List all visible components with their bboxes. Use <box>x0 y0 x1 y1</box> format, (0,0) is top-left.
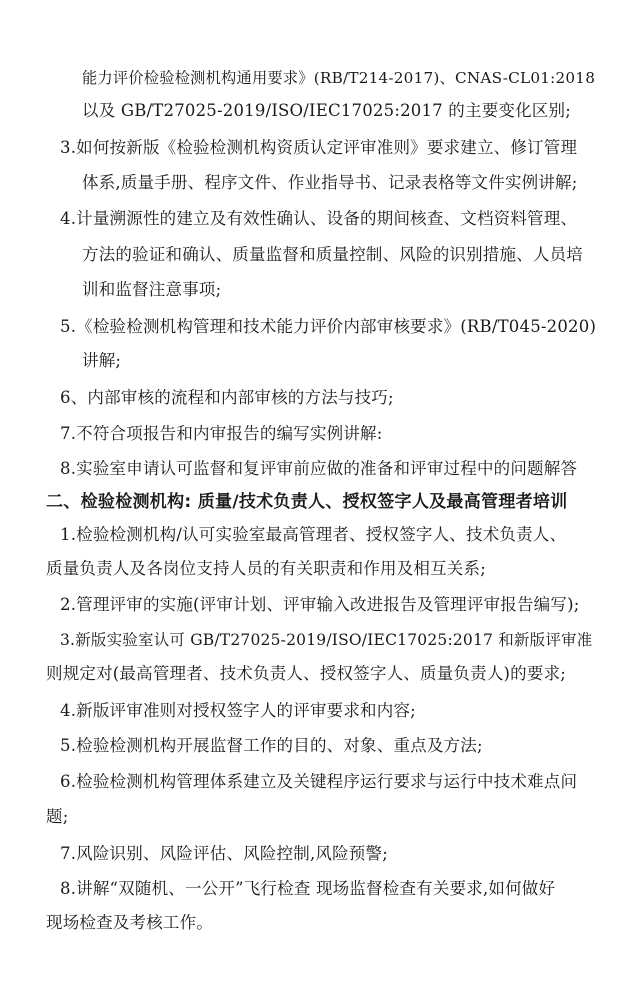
list-item-5: 5.检验检测机构开展监督工作的目的、对象、重点及方法; <box>60 736 483 755</box>
list-item-3: 3.新版实验室认可 GB/T27025-2019/ISO/IEC17025:2017 和新版评审准 <box>60 631 593 649</box>
list-item-5: 5.《检验检测机构管理和技术能力评价内部审核要求》(RB/T045-2020) <box>60 317 597 336</box>
list-item-7: 7.不符合项报告和内审报告的编写实例讲解: <box>60 424 383 443</box>
text-line: 能力评价检验检测机构通用要求》(RB/T214-2017)、CNAS-CL01:2018 <box>82 69 596 87</box>
text-line: 训和监督注意事项; <box>82 280 222 299</box>
list-item-6: 6、内部审核的流程和内部审核的方法与技巧; <box>60 388 394 407</box>
section-heading: 二、检验检测机构: 质量/技术负责人、授权签字人及最高管理者培训 <box>46 492 568 512</box>
list-item-2: 2.管理评审的实施(评审计划、评审输入改进报告及管理评审报告编写); <box>60 595 580 614</box>
list-item-4: 4.计量溯源性的建立及有效性确认、设备的期间核查、文档资料管理、 <box>60 209 578 228</box>
list-item-6: 6.检验检测机构管理体系建立及关键程序运行要求与运行中技术难点问 <box>60 772 578 791</box>
list-item-8: 8.讲解“双随机、一公开”飞行检查 现场监督检查有关要求,如何做好 <box>60 879 556 898</box>
text-line: 则规定对(最高管理者、技术负责人、授权签字人、质量负责人)的要求; <box>46 664 567 683</box>
text-line: 体系,质量手册、程序文件、作业指导书、记录表格等文件实例讲解; <box>82 173 578 192</box>
text-line: 以及 GB/T27025-2019/ISO/IEC17025:2017 的主要变化区别; <box>82 101 571 120</box>
text-line: 题; <box>46 807 69 826</box>
text-line: 质量负责人及各岗位支持人员的有关职责和作用及相互关系; <box>46 559 486 578</box>
text-line: 讲解; <box>82 351 122 370</box>
list-item-1: 1.检验检测机构/认可实验室最高管理者、授权签字人、技术负责人、 <box>60 525 567 544</box>
text-line: 现场检查及考核工作。 <box>46 913 213 932</box>
list-item-3: 3.如何按新版《检验检测机构资质认定评审准则》要求建立、修订管理 <box>60 138 578 157</box>
list-item-8: 8.实验室申请认可监督和复评审前应做的准备和评审过程中的问题解答 <box>60 459 578 478</box>
list-item-7: 7.风险识别、风险评估、风险控制,风险预警; <box>60 844 388 863</box>
text-line: 方法的验证和确认、质量监督和质量控制、风险的识别措施、人员培 <box>82 245 583 264</box>
list-item-4: 4.新版评审准则对授权签字人的评审要求和内容; <box>60 701 416 720</box>
